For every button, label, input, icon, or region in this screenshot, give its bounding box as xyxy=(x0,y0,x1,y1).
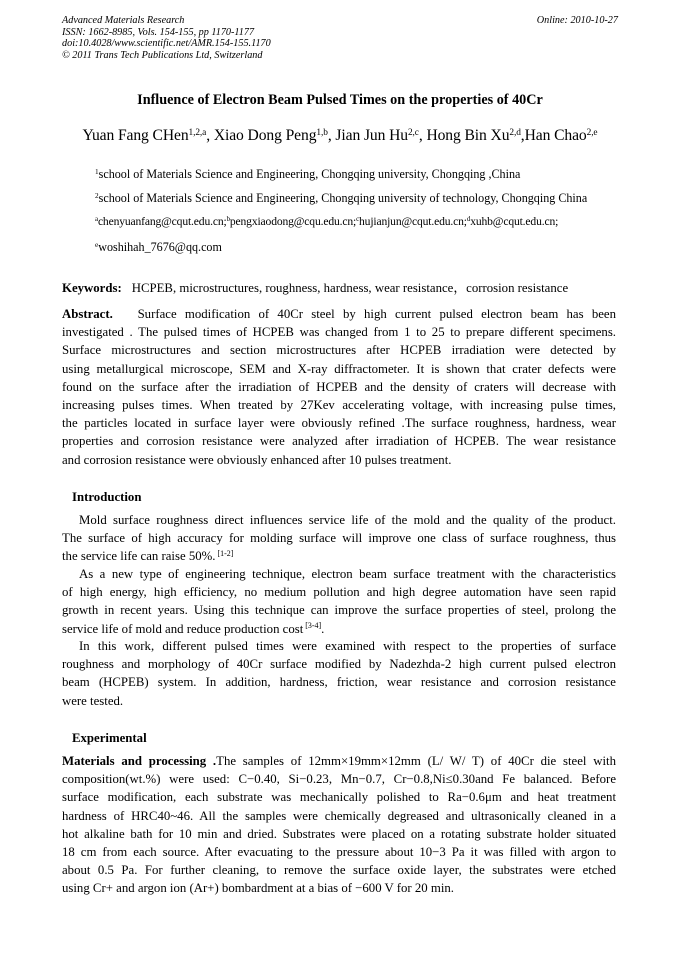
online-date: Online: 2010-10-27 xyxy=(536,15,618,26)
keywords xyxy=(62,277,618,296)
intro-paragraph-3: In this work, different pulsed times were examined with respect to the properties of surface roughness and morphology of 40Cr surface modified by Nadezhda-2 high current pulsed electron beam (HCPEB) system. In addition, hardness, friction, wear resistance and corrosion resistance were tested. xyxy=(62,639,616,708)
author: Hong Bin Xu$^{2,d}$, xyxy=(426,127,525,144)
email-link[interactable]: hujianjun@cqut.edu.cn; xyxy=(359,215,467,228)
affiliation-2: $^2$school of Materials Science and Engineering, Chongqing university of technology, Chongqing China xyxy=(95,191,588,205)
affiliation-1: $^1$school of Materials Science and Engineering, Chongqing university, Chongqing ,China xyxy=(95,167,521,181)
email-link[interactable]: pengxiaodong@cqu.edu.cn; xyxy=(229,215,357,228)
abstract-label: Abstract. xyxy=(62,307,113,321)
author: Xiao Dong Peng$^{1,b}$, xyxy=(213,127,336,144)
section-heading-introduction: Introduction xyxy=(72,490,142,504)
abstract: Abstract. Surface modification of 40Cr steel by high current pulsed electron beam has been investigated . The pulsed times of HCPEB was changed from 1 to 25 to prepare different specimens. Surface microstructures and section microstructures after HCPEB irradiation were detected by using metallurgical microscope, SEM and X-ray diffractometer. It is shown that crater defects were found on the surface after the irradiation of HCPEB and the density of craters will decrease with increasing pulses times. When treated by 27Kev accelerating voltage, with increasing pulse times, the particles located in surface layer were obviously refined .The surface roughness, hardness, wear properties and corrosion resistance were analyzed after irradiation of HCPEB. The wear resistance and corrosion resistance were obviously enhanced after 10 pulses treatment. xyxy=(62,307,616,467)
author-email-last: $^e$woshihah_7676@qq.com xyxy=(95,240,222,254)
keywords-label: Keywords: xyxy=(62,281,122,295)
section-heading-experimental: Experimental xyxy=(72,731,147,745)
issn-line: ISSN: 1662-8985, Vols. 154-155, pp 1170-1177 xyxy=(62,26,255,38)
intro-paragraph-2: As a new type of engineering technique, electron beam surface treatment with the characteristics of high energy, high efficiency, no medium pollution and high degree automation have seen rapid growth in recent years. Using this technique can improve the surface properties of steel, prolong the service life of mold and reduce production cost [3-4]. xyxy=(62,567,616,636)
journal-name: Advanced Materials Research xyxy=(62,15,185,26)
email-link[interactable]: xuhb@cqut.edu.cn; xyxy=(470,215,559,228)
copyright-line: © 2011 Trans Tech Publications Ltd, Switzerland xyxy=(62,49,263,61)
journal-header xyxy=(62,15,618,61)
intro-paragraph-1: Mold surface roughness direct influences service life of the mold and the quality of the product. The surface of high accuracy for molding surface will improve one class of surface roughness, thus the service life can raise 50%. [1-2] xyxy=(62,513,616,564)
doi-line: doi:10.4028/www.scientific.net/AMR.154-155.1170 xyxy=(62,38,271,49)
subsection-label: Materials and processing . xyxy=(62,754,217,768)
paper-title: Influence of Electron Beam Pulsed Times on the properties of 40Cr xyxy=(137,92,543,108)
author: Yuan Fang CHen$^{1,2,a}$, xyxy=(82,127,214,144)
email-link[interactable]: chenyuanfang@cqut.edu.cn; xyxy=(97,215,227,228)
email-link[interactable]: woshihah_7676@qq.com xyxy=(98,240,222,254)
citation-ref[interactable]: [1-2] xyxy=(217,548,234,558)
keywords-text: HCPEB, microstructures, roughness, hardness, wear resistance，corrosion resistance xyxy=(131,281,569,295)
author: Jian Jun Hu$^{2,c}$, xyxy=(335,127,427,144)
author-list xyxy=(62,127,618,145)
citation-ref[interactable]: [3-4] xyxy=(305,620,322,630)
author-emails: $^a$chenyuanfang@cqut.edu.cn;$^b$pengxiaodong@cqu.edu.cn;$^c$hujianjun@cqut.edu.cn;$^d$xuhb@cqut.edu.cn; xyxy=(95,215,559,228)
experimental-paragraph: Materials and processing .The samples of 12mm×19mm×12mm (L/ W/ T) of 40Cr die steel with composition(wt.%) were used: C−0.40, Si−0.23, Mn−0.7, Cr−0.8,Ni≤0.30and Fe balanced. Before surface modification, each substrate was mechanically polished to Ra−0.6μm and heat treatment hardness of HRC40~46. All the samples were chemically degreased and ultrasonically cleaned in a hot alkaline bath for 10 min and dried. Substrates were placed on a rotating substrate holder situated 18 cm from each source. After evacuating to the pressure about 10−3 Pa it was filled with argon to about 0.5 Pa. For further cleaning, to remove the surface oxide layer, the substrates were etched using Cr+ and argon ion (Ar+) bombardment at a bias of −600 V for 20 min. xyxy=(62,754,617,896)
author: Han Chao$^{2,e}$ xyxy=(524,127,598,144)
